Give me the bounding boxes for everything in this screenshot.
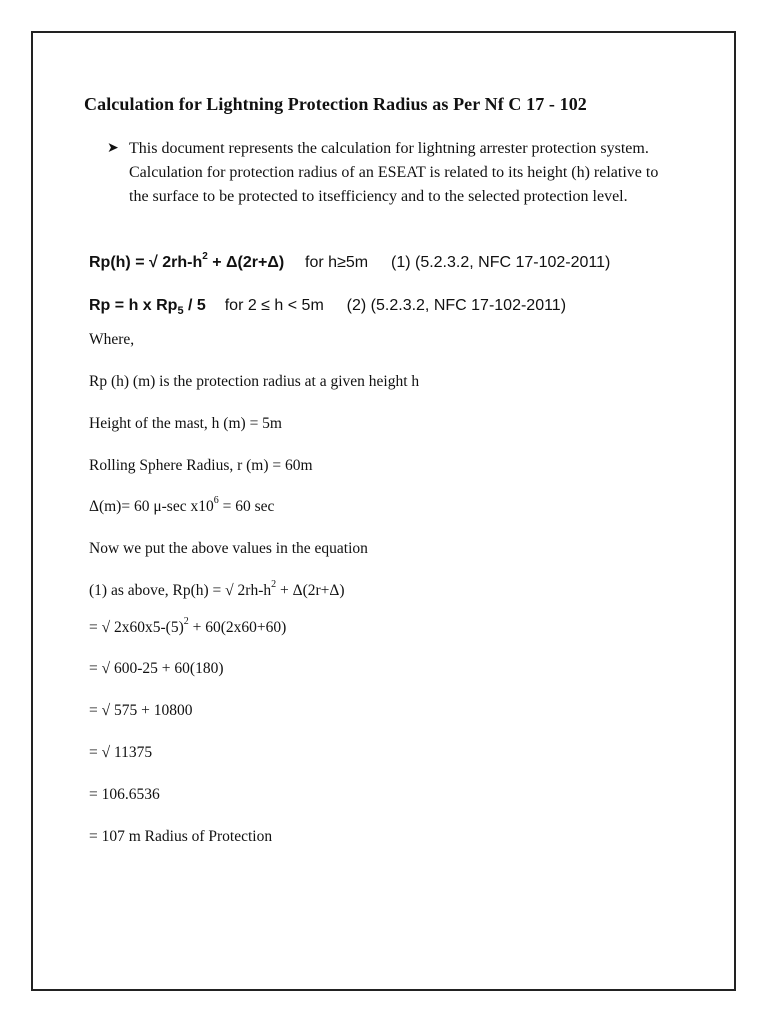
definition-height: Height of the mast, h (m) = 5m <box>89 415 282 432</box>
formula-1-reference: (1) (5.2.3.2, NFC 17-102-2011) <box>390 254 611 271</box>
step-2-main: = √ 2x60x5-(5) <box>89 619 184 636</box>
step-5: = √ 11375 <box>89 744 153 761</box>
formula-2-condition: for 2 ≤ h < 5m <box>224 297 324 314</box>
step-1 <box>89 579 345 600</box>
arrow-bullet-icon: ➤ <box>107 141 119 156</box>
step-2 <box>89 616 287 637</box>
formula-1-exponent: 2 <box>202 251 208 262</box>
formula-1 <box>89 251 611 272</box>
formula-2-expression-tail: / 5 <box>183 297 206 314</box>
step-1-tail: + Δ(2r+Δ) <box>276 582 345 599</box>
where-label: Where, <box>89 331 135 348</box>
document-title: Calculation for Lightning Protection Radius as Per Nf C 17 - 102 <box>84 94 587 114</box>
step-7-result: = 107 m Radius of Protection <box>89 828 273 845</box>
definition-delta-exponent: 6 <box>213 495 219 506</box>
definition-delta-tail: = 60 sec <box>218 498 275 515</box>
step-2-exponent: 2 <box>183 616 189 627</box>
formula-1-expression: Rp(h) = √ 2rh-h <box>89 254 203 271</box>
step-3: = √ 600-25 + 60(180) <box>89 660 224 677</box>
intro-bullet <box>107 137 677 209</box>
formula-2 <box>89 297 566 317</box>
step-6: = 106.6536 <box>89 786 160 803</box>
substitution-intro: Now we put the above values in the equation <box>89 540 368 557</box>
definition-sphere-radius: Rolling Sphere Radius, r (m) = 60m <box>89 457 313 474</box>
definition-delta-main: Δ(m)= 60 μ-sec x10 <box>89 498 214 515</box>
step-2-tail: + 60(2x60+60) <box>188 619 287 636</box>
formula-2-subscript: 5 <box>177 305 184 318</box>
step-4: = √ 575 + 10800 <box>89 702 193 719</box>
definition-rp: Rp (h) (m) is the protection radius at a given height h <box>89 373 420 390</box>
formula-1-condition: for h≥5m <box>305 254 369 271</box>
formula-1-expression-tail: + Δ(2r+Δ) <box>207 254 285 271</box>
formula-2-reference: (2) (5.2.3.2, NFC 17-102-2011) <box>346 297 567 314</box>
definition-delta <box>89 495 275 516</box>
step-1-exponent: 2 <box>271 579 277 590</box>
bullet-text: This document represents the calculation for lightning arrester protection system. Calculation for protection radius of an ESEAT is related to its height (h) relative to the surface to be protected to itsefficiency and to the selected protection level. <box>129 140 659 205</box>
step-1-main: (1) as above, Rp(h) = √ 2rh-h <box>89 582 272 599</box>
formula-2-expression: Rp = h x Rp <box>89 297 178 314</box>
